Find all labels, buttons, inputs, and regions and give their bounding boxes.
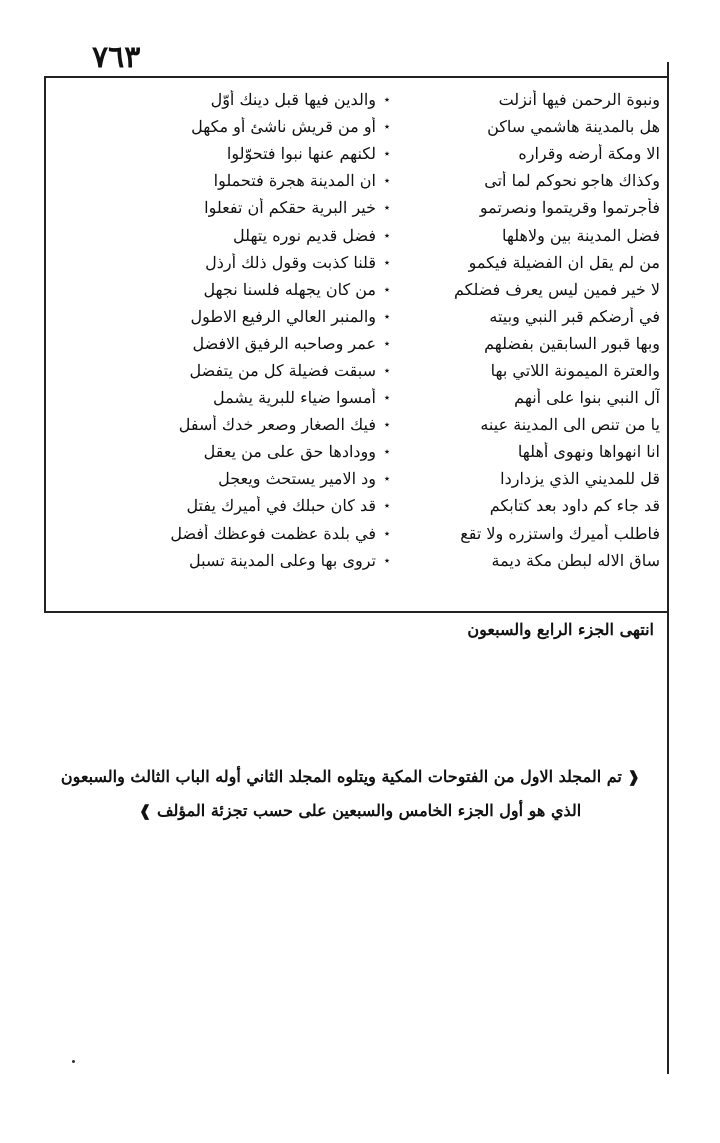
poem-block <box>170 86 660 574</box>
verse-first-hemistich: وبها قبور السابقين بفضلهم <box>484 333 660 353</box>
verse-first-hemistich: الا ومكة أرضه وقراره <box>518 144 660 164</box>
colophon <box>60 760 640 828</box>
verse-first-hemistich: والعترة الميمونة اللاتي بها <box>490 360 660 380</box>
verse-first-hemistich: وكذاك هاجو نحوكم لما أتى <box>484 171 660 191</box>
verse-first-hemistich: ساق الاله لبطن مكة ديمة <box>491 550 660 570</box>
frame-left-rule <box>44 76 46 611</box>
colophon-line-2 <box>80 794 640 828</box>
verse-row <box>170 221 660 248</box>
verse-separator: ٭ <box>384 472 390 486</box>
verse-second-hemistich: عمر وصاحبه الرفيق الافضل <box>192 333 376 353</box>
verse-row <box>170 276 660 303</box>
verse-second-hemistich: والمنبر العالي الرفيع الاطول <box>190 306 376 326</box>
verse-separator: ٭ <box>384 93 390 107</box>
verse-second-hemistich: أمسوا ضياء للبرية يشمل <box>212 388 376 408</box>
verse-separator: ٭ <box>384 418 390 432</box>
verse-separator: ٭ <box>384 120 390 134</box>
verse-separator: ٭ <box>384 255 390 269</box>
page-speck <box>72 1060 75 1063</box>
verse-row <box>170 520 660 547</box>
verse-second-hemistich: أو من قريش ناشئ أو مكهل <box>191 117 376 137</box>
verse-separator: ٭ <box>384 445 390 459</box>
verse-separator: ٭ <box>384 174 390 188</box>
verse-row <box>170 547 660 574</box>
verse-separator: ٭ <box>384 228 390 242</box>
end-of-part-note: انتهى الجزء الرابع والسبعون <box>467 620 654 639</box>
verse-first-hemistich: فاطلب أميرك واستزره ولا تقع <box>460 523 660 543</box>
verse-row <box>170 113 660 140</box>
verse-row <box>170 249 660 276</box>
verse-first-hemistich: آل النبي بنوا على أنهم <box>514 388 660 408</box>
verse-first-hemistich: من لم يقل ان الفضيلة فيكمو <box>468 252 660 272</box>
verse-second-hemistich: تروى بها وعلى المدينة تسبل <box>189 550 376 570</box>
verse-second-hemistich: ود الامير يستحث ويعجل <box>218 469 376 489</box>
ornament-close-icon: ❱ <box>138 802 152 820</box>
verse-second-hemistich: سبقت فضيلة كل من يتفضل <box>189 360 376 380</box>
verse-second-hemistich: فضل قديم نوره يتهلل <box>233 225 376 245</box>
verse-separator: ٭ <box>384 201 390 215</box>
verse-row <box>170 86 660 113</box>
verse-row <box>170 303 660 330</box>
verse-row <box>170 167 660 194</box>
verse-second-hemistich: لكنهم عنها نبوا فتحوّلوا <box>226 144 376 164</box>
verse-second-hemistich: والدين فيها قبل دينك أوّل <box>210 90 376 110</box>
verse-row <box>170 330 660 357</box>
verse-separator: ٭ <box>384 526 390 540</box>
verse-separator: ٭ <box>384 391 390 405</box>
verse-second-hemistich: خير البرية حقكم أن تفعلوا <box>204 198 376 218</box>
verse-separator: ٭ <box>384 363 390 377</box>
verse-separator: ٭ <box>384 499 390 513</box>
verse-first-hemistich: قل للمديني الذي يزداردا <box>500 469 660 489</box>
verse-row <box>170 465 660 492</box>
verse-second-hemistich: فيك الصغار وصعر خدك أسفل <box>178 415 376 435</box>
verse-second-hemistich: ان المدينة هجرة فتحملوا <box>213 171 376 191</box>
verse-first-hemistich: قد جاء كم داود بعد كتابكم <box>489 496 660 516</box>
ornament-open-icon: ❰ <box>627 768 640 786</box>
verse-separator: ٭ <box>384 282 390 296</box>
verse-first-hemistich: فضل المدينة بين ولاهلها <box>501 225 660 245</box>
verse-first-hemistich: انا انهواها ونهوى أهلها <box>517 442 660 462</box>
verse-row <box>170 411 660 438</box>
verse-first-hemistich: يا من تنص الى المدينة عينه <box>480 415 660 435</box>
verse-separator: ٭ <box>384 309 390 323</box>
page-number: ٧٦٣ <box>92 40 141 75</box>
verse-first-hemistich: في أرضكم قبر النبي وبيته <box>489 306 660 326</box>
colophon-text-2: الذي هو أول الجزء الخامس والسبعين على حسب تجزئة المؤلف <box>156 801 582 820</box>
verse-first-hemistich: ونبوة الرحمن فيها أنزلت <box>498 90 660 110</box>
verse-separator: ٭ <box>384 336 390 350</box>
verse-row <box>170 140 660 167</box>
verse-first-hemistich: لا خير فمين ليس يعرف فضلكم <box>454 279 660 299</box>
verse-second-hemistich: وودادها حق على من يعقل <box>203 442 376 462</box>
verse-second-hemistich: من كان يجهله فلسنا نجهل <box>203 279 376 299</box>
verse-row <box>170 194 660 221</box>
section-divider <box>44 611 668 613</box>
verse-row <box>170 492 660 519</box>
verse-first-hemistich: هل بالمدينة هاشمي ساكن <box>487 117 660 137</box>
verse-separator: ٭ <box>384 553 390 567</box>
verse-row <box>170 384 660 411</box>
verse-first-hemistich: فأجرتموا وقريتموا ونصرتمو <box>479 198 660 218</box>
verse-second-hemistich: قد كان حبلك في أميرك يفتل <box>186 496 376 516</box>
colophon-line-1 <box>60 760 640 794</box>
verse-separator: ٭ <box>384 147 390 161</box>
verse-second-hemistich: قلنا كذبت وقول ذلك أرذل <box>205 252 376 272</box>
verse-second-hemistich: في بلدة عظمت فوعظك أفضل <box>170 523 376 543</box>
frame-top-rule <box>44 76 668 78</box>
colophon-text-1: تم المجلد الاول من الفتوحات المكية ويتلوه المجلد الثاني أوله الباب الثالث والسبعون <box>60 767 622 786</box>
frame-right-rule <box>667 62 669 1074</box>
verse-row <box>170 438 660 465</box>
verse-row <box>170 357 660 384</box>
